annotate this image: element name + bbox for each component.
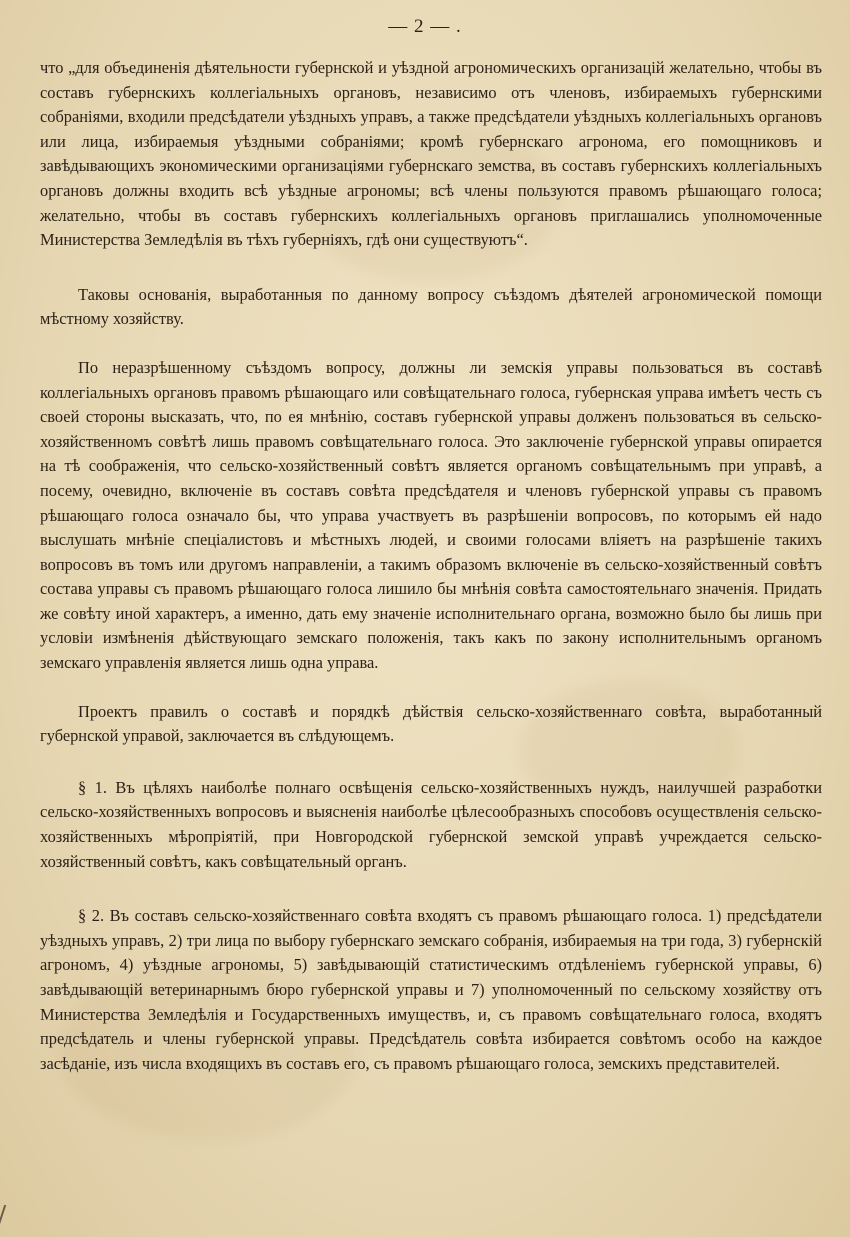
page-number: — 2 — .	[388, 16, 462, 37]
document-body	[40, 56, 822, 1076]
paragraph-quote: что „для объединенія дѣятельности губернской и уѣздной агрономическихъ организацій желательно, чтобы въ составъ губернскихъ коллегіальныхъ органовъ, независимо отъ членовъ, избираемыхъ губернскими собраніями, входили предсѣдатели уѣздныхъ управъ, а также предсѣдатели уѣздныхъ коллегіальныхъ органовъ или лица, избираемыя уѣздными собраніями; кромѣ губернскаго агронома, его помощниковъ и завѣдывающихъ экономическими организаціями губернскаго земства, въ составъ губернскихъ коллегіальныхъ органовъ должны входить всѣ уѣздные агрономы; всѣ члены пользуются правомъ рѣшающаго голоса; желательно, чтобы въ составъ губернскихъ коллегіальныхъ органовъ приглашались уполномоченные Министерства Земледѣлія въ тѣхъ губерніяхъ, гдѣ они существуютъ“.	[40, 58, 822, 250]
paragraph-opinion: По неразрѣшенному съѣздомъ вопросу, должны ли земскія управы пользоваться въ составѣ коллегіальныхъ органовъ правомъ рѣшающаго или совѣщательнаго голоса, губернская управа имѣетъ честь съ своей стороны высказать, что, по ея мнѣнію, составъ губернской управы долженъ пользоваться въ сельско-хозяйственномъ совѣтѣ лишь правомъ совѣщательнаго голоса. Это заключеніе губернской управы опирается на тѣ соображенія, что сельско-хозяйственный совѣтъ является органомъ совѣщательнымъ при управѣ, а посему, очевидно, включеніе въ составъ совѣта предсѣдателя и членовъ губернской управы съ правомъ рѣшающаго голоса означало бы, что управа участвуетъ въ разрѣшеніи вопросовъ, по которымъ ей надо выслушать мнѣніе спеціалистовъ и мѣстныхъ людей, и своими голосами вліяетъ на разрѣшеніе такихъ вопросовъ въ томъ или другомъ направленіи, а такимъ образомъ включеніе въ сельско-хозяйственный совѣтъ состава управы съ правомъ рѣшающаго голоса лишило бы мнѣнія совѣта самостоятельнаго значенія. Придать же совѣту иной характеръ, а именно, дать ему значеніе исполнительнаго органа, возможно было бы лишь при условіи измѣненія дѣйствующаго земскаго положенія, такъ какъ по закону исполнительнымъ органомъ земскаго управленія является лишь одна управа.	[40, 357, 822, 673]
page-edge-mark	[0, 1205, 16, 1231]
paragraph-section-2: § 2. Въ составъ сельско-хозяйственнаго совѣта входятъ съ правомъ рѣшающаго голоса. 1) предсѣдатели уѣздныхъ управъ, 2) три лица по выбору губернскаго земскаго собранія, избираемыя на три года, 3) губернскій агрономъ, 4) уѣздные агрономы, 5) завѣдывающій статистическимъ отдѣленіемъ губернской управы, 6) завѣдывающій ветеринарнымъ бюро губернской управы и 7) уполномоченный по сельскому хозяйству отъ Министерства Земледѣлія и Государственныхъ имуществъ, и, съ правомъ совѣщательнаго голоса, входятъ предсѣдатель и члены губернской управы. Предсѣдатель совѣта избирается совѣтомъ особо на каждое засѣданіе, изъ числа входящихъ въ составъ его, съ правомъ рѣшающаго голоса, земскихъ представителей.	[40, 906, 822, 1073]
paragraph-section-1: § 1. Въ цѣляхъ наиболѣе полнаго освѣщенія сельско-хозяйственныхъ нуждъ, наилучшей разработки сельско-хозяйственныхъ вопросовъ и выясненія наиболѣе цѣлесообразныхъ способовъ осуществленія сельско-хозяйственныхъ мѣропріятій, при Новгородской губернской земской управѣ учреждается сельско-хозяйственный совѣтъ, какъ совѣщательный органъ.	[40, 777, 822, 871]
paragraph-basis: Таковы основанія, выработанныя по данному вопросу съѣздомъ дѣятелей агрономической помощи мѣстному хозяйству.	[40, 284, 822, 329]
paragraph-project: Проектъ правилъ о составѣ и порядкѣ дѣйствія сельско-хозяйственнаго совѣта, выработанный губернской управой, заключается въ слѣдующемъ.	[40, 701, 822, 746]
